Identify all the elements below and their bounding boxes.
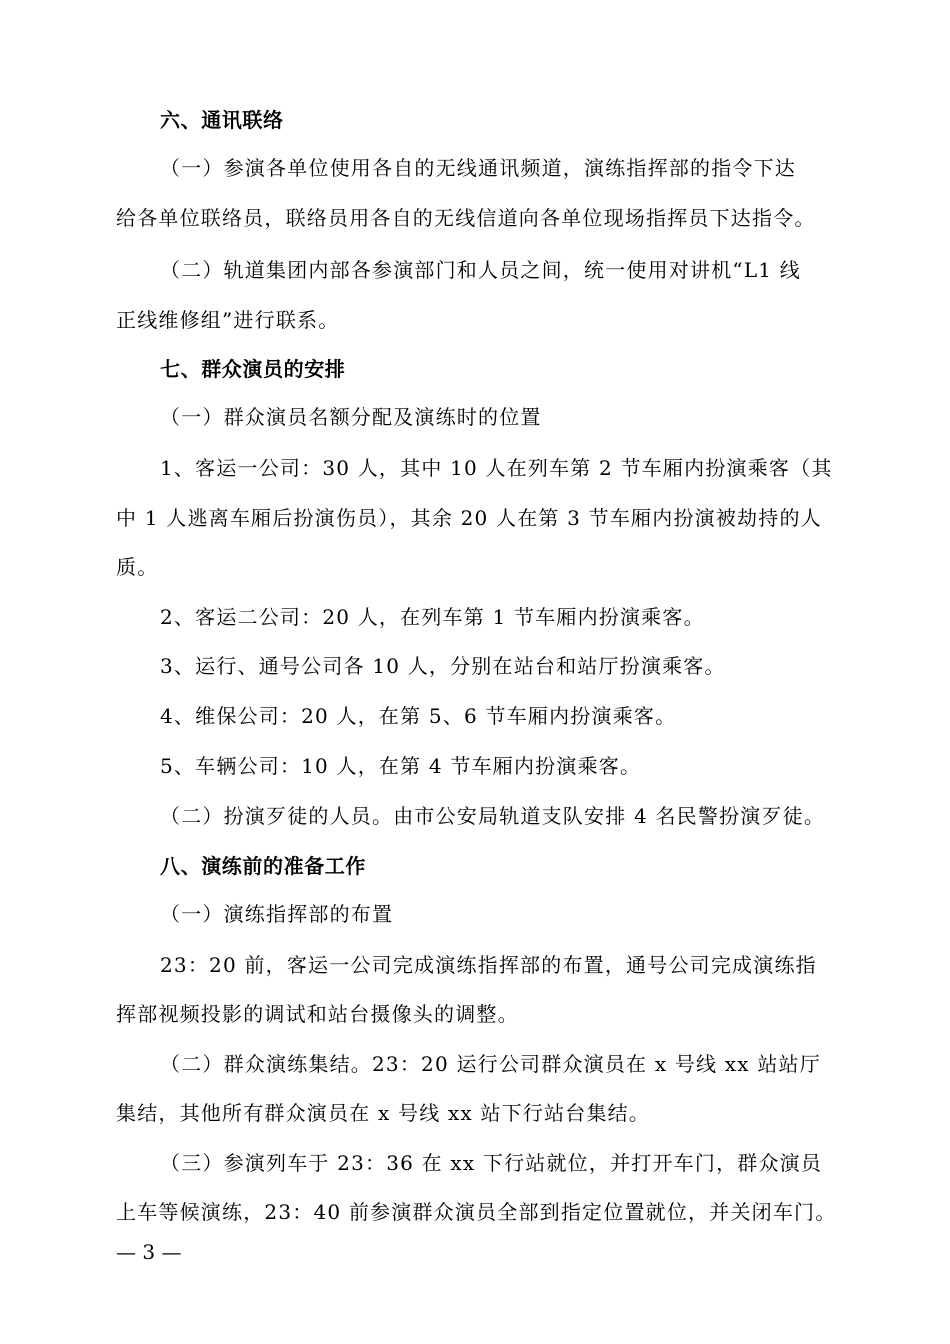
section-8-paragraph-2-line-1: （二）群众演练集结。23：20 运行公司群众演员在 x 号线 xx 站站厅 bbox=[160, 1052, 821, 1076]
section-7-item-4: 4、维保公司：20 人，在第 5、6 节车厢内扮演乘客。 bbox=[160, 704, 677, 728]
section-7-heading: 七、群众演员的安排 bbox=[160, 357, 346, 381]
page-number: — 3 — bbox=[116, 1240, 182, 1264]
section-8-paragraph-3-line-1: （三）参演列车于 23：36 在 xx 下行站就位，并打开车门，群众演员 bbox=[160, 1151, 823, 1175]
section-6-paragraph-2-line-1: （二）轨道集团内部各参演部门和人员之间，统一使用对讲机“L1 线 bbox=[160, 258, 801, 282]
section-6-paragraph-1-line-2: 给各单位联络员，联络员用各自的无线信道向各单位现场指挥员下达指令。 bbox=[116, 206, 816, 230]
section-6-paragraph-2-line-2: 正线维修组”进行联系。 bbox=[116, 308, 340, 332]
section-8-paragraph-2-line-2: 集结，其他所有群众演员在 x 号线 xx 站下行站台集结。 bbox=[116, 1101, 651, 1125]
section-8-paragraph-1-line-1: 23：20 前，客运一公司完成演练指挥部的布置，通号公司完成演练指 bbox=[160, 953, 817, 977]
section-8-subheading-1: （一）演练指挥部的布置 bbox=[160, 902, 394, 926]
section-7-subheading-2: （二）扮演歹徒的人员。由市公安局轨道支队安排 4 名民警扮演歹徒。 bbox=[160, 804, 826, 828]
section-8-paragraph-1-line-2: 挥部视频投影的调试和站台摄像头的调整。 bbox=[116, 1002, 519, 1026]
section-6-paragraph-1-line-1: （一）参演各单位使用各自的无线通讯频道，演练指挥部的指令下达 bbox=[160, 156, 796, 180]
section-7-subheading-1: （一）群众演员名额分配及演练时的位置 bbox=[160, 405, 542, 429]
section-7-item-2: 2、客运二公司：20 人，在列车第 1 节车厢内扮演乘客。 bbox=[160, 605, 705, 629]
section-8-paragraph-3-line-2: 上车等候演练，23：40 前参演群众演员全部到指定位置就位，并关闭车门。 bbox=[116, 1200, 837, 1224]
section-7-item-3: 3、运行、通号公司各 10 人，分别在站台和站厅扮演乘客。 bbox=[160, 654, 726, 678]
section-8-heading: 八、演练前的准备工作 bbox=[160, 854, 366, 878]
section-7-item-5: 5、车辆公司：10 人，在第 4 节车厢内扮演乘客。 bbox=[160, 754, 642, 778]
section-7-item-1-line-2: 中 1 人逃离车厢后扮演伤员），其余 20 人在第 3 节车厢内扮演被劫持的人 bbox=[116, 506, 822, 530]
section-6-heading: 六、通讯联络 bbox=[160, 108, 284, 132]
section-7-item-1-line-1: 1、客运一公司：30 人，其中 10 人在列车第 2 节车厢内扮演乘客（其 bbox=[160, 456, 833, 480]
section-7-item-1-line-3: 质。 bbox=[116, 555, 159, 579]
